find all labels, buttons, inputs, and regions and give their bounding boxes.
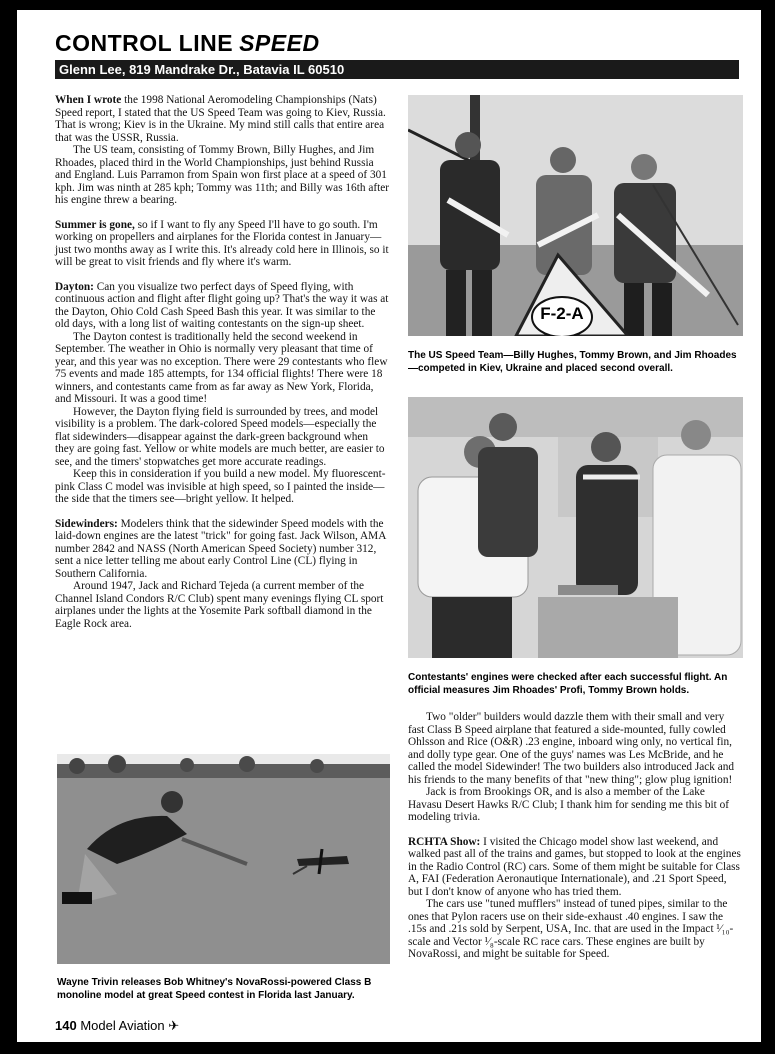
paragraph: When I wrote the 1998 National Aeromodeling Championships (Nats) Speed report, I stated that the US Speed Team was going to Kiev, Russia. That is wrong; Kiev is in the Ukraine. My mind still calls that entire area that was the USSR, Russia. (55, 94, 386, 144)
lead-in: Sidewinders: (55, 517, 118, 530)
paragraph: Two "older" builders would dazzle them with their small and very fast Class B Speed airplane that featured a side-mounted, fully cowled Ohlsson and Rice (O&R) .23 engine, inboard wing only, no vertical fin, and dolly type gear. One of the guys' names was Les McBride, and he called the model Sidewinder! The two builders also introduced Jack and his friends to the many benefits of that "new thing"; glow plug ignition! (408, 711, 735, 786)
title-sub: SPEED (239, 30, 320, 56)
engine-check-caption: Contestants' engines were checked after each successful flight. An official measures Jim Rhoades' Profi, Tommy Brown holds. (408, 672, 728, 696)
engine-check-photo (408, 397, 743, 658)
airplane-icon: ✈ (168, 1018, 180, 1033)
release-photo-caption: Wayne Trivin releases Bob Whitney's NovaRossi-powered Class B monoline model at great Speed contest in Florida last January. (57, 977, 372, 1001)
paragraph: Dayton: Can you visualize two perfect days of Speed flying, with continuous action and flight after flight going up? That's the way it was at the Dayton, Ohio Cold Cash Speed Bash this year. It was similar to the old days, with a long list of waiting contestants on the sign-up sheet. (55, 280, 389, 330)
team-photo (408, 95, 743, 336)
paragraph: Sidewinders: Modelers think that the sidewinder Speed models with the laid-down engines are the latest "trick" for going fast. Jack Wilson, AMA number 2842 and NASS (North American Speed Society) number 312, sent a nice letter telling me about early Control Line (CL) flying in Southern California. (55, 517, 386, 580)
paragraph: The Dayton contest is traditionally held the second weekend in September. The weather in Ohio is normally very pleasant that time of year, and this year was no exception. There were 29 contestants who flew 75 events and made 185 attempts, for 134 official flights! There were 18 winners, and contestants came from as far away as New York, Florida, and Missouri. It was a good time! (55, 330, 388, 405)
title-main: CONTROL LINE (55, 30, 234, 56)
paragraph: Jack is from Brookings OR, and is also a member of the Lake Havasu Desert Hawks R/C Club; I thank him for sending me this bit of modeling trivia. (408, 786, 729, 823)
paragraph: The US team, consisting of Tommy Brown, Billy Hughes, and Jim Rhoades, placed third in the World Championships, just behind Russia and England. Luis Parramon from Spain won first place at a speed of 301 kph. Jim was ninth at 285 kph; Tommy was 11th; and Billy was 16th after his engine threw a bearing. (55, 144, 390, 206)
section-title (55, 30, 320, 57)
author-bar: Glenn Lee, 819 Mandrake Dr., Batavia IL 60510 (55, 60, 739, 79)
sign-label: F-2-A (540, 304, 584, 323)
page-number: 140 (55, 1018, 77, 1033)
lead-in: RCHTA Show: (408, 835, 481, 848)
lead-in: Dayton: (55, 280, 94, 293)
paragraph: RCHTA Show: I visited the Chicago model show last weekend, and walked past all of the trains and games, but stopped to look at the engines in the Radio Control (RC) cars. Some of them might be suitable for Class A, FAI (Federation Aeronautique Internationale), and .21 Sport Speed, but I don't know of anyone who has tried them. (408, 835, 741, 898)
paragraph: Summer is gone, so if I want to fly any Speed I'll have to go south. I'm working on propellers and airplanes for the Florida contest in January—just two months away as I write this. It's already cold here in Illinois, so it will be great to visit friends and fly where it's warm. (55, 218, 389, 268)
page-footer (55, 1018, 179, 1034)
paragraph: The cars use "tuned mufflers" instead of tuned pipes, similar to the ones that Pylon racers use on their side-exhaust .40 engines. I saw the .15s and .21s sold by Serpent, USA, Inc. that are used in the Impact ¹⁄₁₀-scale and Vector ¹⁄₈-scale RC race cars. These engines are built by NovaRossi, and might be suitable for Speed. (408, 898, 734, 960)
paragraph: However, the Dayton flying field is surrounded by trees, and model visibility is a problem. The dark-colored Speed models—especially the flat sidewinders—disappear against the dark-green background when they are going fast. Yellow or white models are much better, are easier to see, and the timers' stopwatches get more accurate readings. (55, 405, 385, 468)
lead-in: When I wrote (55, 94, 122, 106)
right-column (408, 711, 741, 961)
magazine-page (17, 10, 761, 1042)
magazine-name: Model Aviation (80, 1018, 165, 1033)
release-photo (57, 754, 390, 964)
lead-in: Summer is gone, (55, 218, 135, 231)
paragraph: Around 1947, Jack and Richard Tejeda (a current member of the Channel Island Condors R/C Club) spent many evenings flying CL sport airplanes under the lights at the Yosemite Park softball diamond in the Eagle Rock area. (55, 580, 384, 630)
paragraph: Keep this in consideration if you build a new model. My fluorescent-pink Class C model was invisible at high speed, so I painted the inside—the side that the timers see—bright yellow. It helped. (55, 468, 386, 505)
left-column (55, 94, 390, 630)
team-photo-caption: The US Speed Team—Billy Hughes, Tommy Brown, and Jim Rhoades—competed in Kiev, Ukraine and placed second overall. (408, 350, 737, 374)
